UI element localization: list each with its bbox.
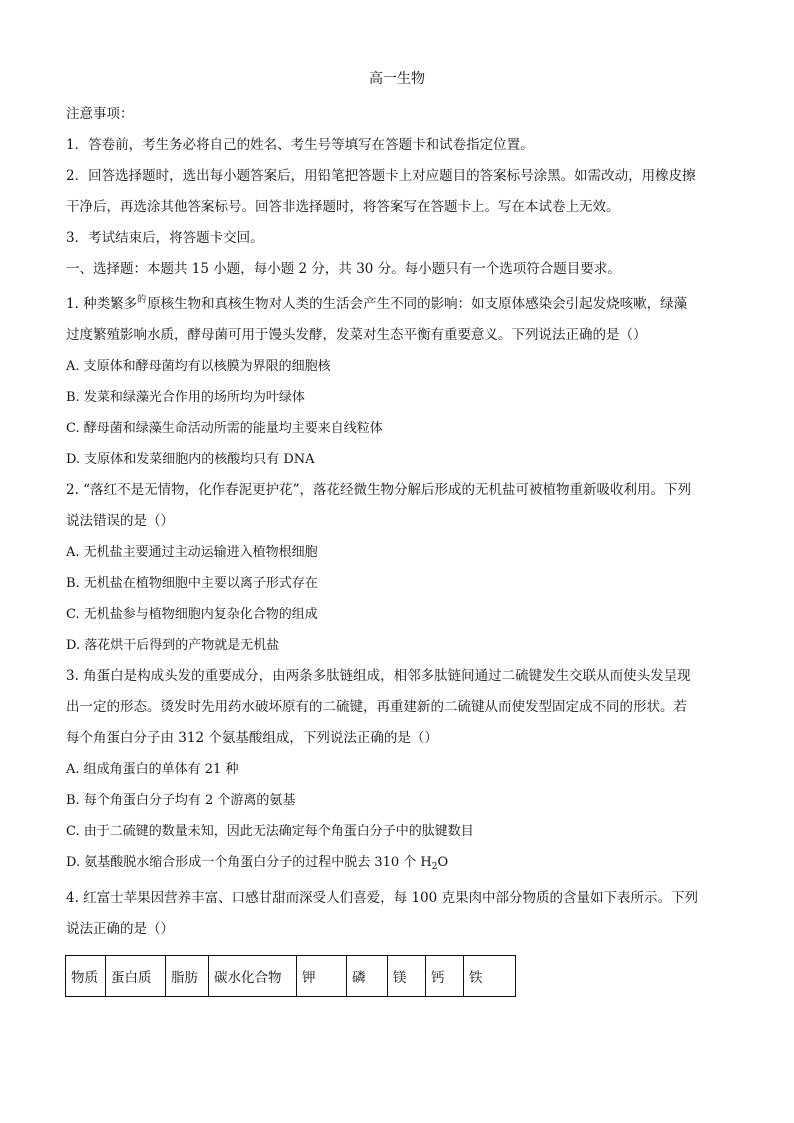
table-header-cell: 物质 — [66, 956, 106, 997]
q1-option-a: A. 支原体和酵母菌均有以核膜为界限的细胞核 — [66, 359, 331, 374]
q2-stem-continued: 说法错误的是（） — [66, 513, 174, 529]
q1-option-c: C. 酵母菌和绿藻生命活动所需的能量均主要来自线粒体 — [66, 421, 383, 436]
q3-option-d-text: D. 氨基酸脱水缩合形成一个角蛋白分子的过程中脱去 310 个 H — [66, 855, 432, 870]
page-title: 高一生物 — [369, 71, 425, 87]
q3-stem: 3. 角蛋白是构成头发的重要成分，由两条多肽链组成，相邻多肽链间通过二硫键发生交联从而使头发呈现 — [66, 668, 691, 684]
table-header-cell: 钾 — [297, 956, 347, 997]
notice-item: 2．回答选择题时，选出每小题答案后，用铅笔把答题卡上对应题目的答案标号涂黑。如需改动，用橡皮擦 — [66, 168, 696, 184]
q2-option-b: B. 无机盐在植物细胞中主要以离子形式存在 — [66, 576, 318, 591]
nutrient-table — [65, 955, 516, 997]
notice-heading: 注意事项： — [66, 106, 134, 122]
q1-option-d: D. 支原体和发菜细胞内的核酸均只有 DNA — [66, 452, 315, 467]
notice-item: 1．答卷前，考生务必将自己的姓名、考生号等填写在答题卡和试卷指定位置。 — [66, 137, 534, 153]
q1-stem — [66, 285, 728, 320]
notice-item: 3．考试结束后，将答题卡交回。 — [66, 230, 264, 246]
table-header-cell: 碳水化合物 — [209, 956, 297, 997]
q1-stem-sup: 的 — [137, 295, 147, 305]
q3-option-d — [66, 847, 728, 883]
table-row — [66, 956, 516, 997]
q2-stem: 2. “落红不是无情物，化作春泥更护花”，落花经微生物分解后形成的无机盐可被植物重新吸收利用。下列 — [66, 482, 691, 498]
table-header-cell: 钙 — [426, 956, 464, 997]
q3-option-c: C. 由于二硫键的数量未知，因此无法确定每个角蛋白分子中的肽键数目 — [66, 824, 474, 839]
q3-option-d-subscript: 2 — [431, 862, 438, 872]
section-heading: 一、选择题：本题共 15 小题，每小题 2 分，共 30 分。每小题只有一个选项符合题目要求。 — [66, 261, 621, 277]
q4-stem: 4. 红富士苹果因营养丰富、口感甘甜而深受人们喜爱，每 100 克果肉中部分物质的含量如下表所示。下列 — [66, 890, 699, 906]
q1-stem-continued: 过度繁殖影响水质，酵母菌可用于馒头发酵，发菜对生态平衡有重要意义。下列说法正确的是（） — [66, 327, 647, 343]
q1-stem-a: 1. 种类繁多 — [66, 296, 138, 312]
q2-option-d: D. 落花烘干后得到的产物就是无机盐 — [66, 638, 280, 653]
q2-option-a: A. 无机盐主要通过主动运输进入植物根细胞 — [66, 545, 318, 560]
table-header-cell: 磷 — [347, 956, 388, 997]
q3-option-b: B. 每个角蛋白分子均有 2 个游离的氨基 — [66, 793, 296, 808]
table-header-cell: 铁 — [464, 956, 516, 997]
q1-option-b: B. 发菜和绿藻光合作用的场所均为叶绿体 — [66, 390, 305, 405]
q3-option-a: A. 组成角蛋白的单体有 21 种 — [66, 762, 239, 777]
table-header-cell: 蛋白质 — [106, 956, 166, 997]
q3-stem-continued: 出一定的形态。烫发时先用药水破坏原有的二硫键，再重建新的二硫键从而使发型固定成不同的形状。若 — [66, 699, 687, 715]
q3-stem-continued: 每个角蛋白分子由 312 个氨基酸组成，下列说法正确的是（） — [66, 730, 438, 746]
exam-content — [66, 99, 728, 945]
notice-item: 干净后，再选涂其他答案标号。回答非选择题时，将答案写在答题卡上。写在本试卷上无效。 — [66, 199, 620, 215]
table-header-cell: 镁 — [388, 956, 426, 997]
q3-option-d-tail: O — [437, 855, 449, 870]
q1-stem-b: 原核生物和真核生物对人类的生活会产生不同的影响：如支原体感染会引起发烧咳嗽，绿藻 — [147, 296, 688, 312]
q2-option-c: C. 无机盐参与植物细胞内复杂化合物的组成 — [66, 607, 318, 622]
table-header-cell: 脂肪 — [166, 956, 209, 997]
q4-stem-continued: 说法正确的是（） — [66, 921, 174, 937]
